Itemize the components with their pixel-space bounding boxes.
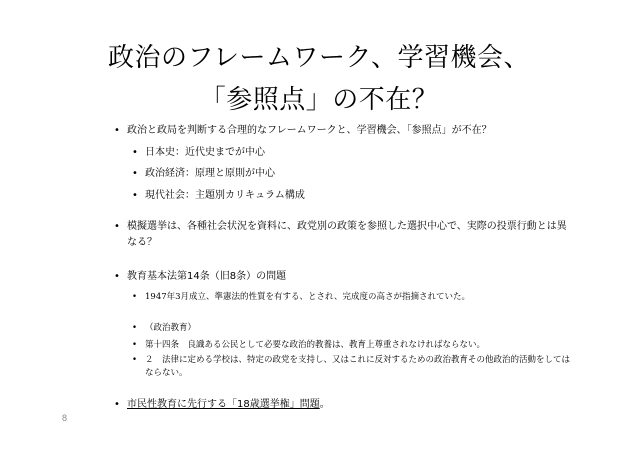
bullet-marker: • <box>132 190 138 201</box>
bullet-marker: • <box>114 271 120 282</box>
bullet-2-text-line2: なる？ <box>127 237 157 248</box>
bullet-1-sub-3: 現代社会：主題別カリキュラム構成 <box>145 190 305 201</box>
bullet-2-text-line1: 模擬選挙は、各種社会状況を資料に、政党別の政策を参照した選択中心で、実際の投票行動とは異 <box>127 221 567 232</box>
bullet-3-text: 教育基本法第14条（旧8条）の問題 <box>127 271 287 282</box>
bullet-marker: • <box>132 340 138 350</box>
bullet-marker: • <box>132 292 138 302</box>
bullet-marker: • <box>132 323 138 333</box>
bullet-1-sub-2: 政治経済：原理と原則が中心 <box>145 168 275 179</box>
bullet-marker: • <box>132 147 138 158</box>
bullet-4-underlined: 市民性教育に先行する「18歳選挙権」問題 <box>127 399 320 410</box>
bullet-3-sub-1: 1947年3月成立、準憲法的性質を有する、とされ、完成度の高さが指摘されていた。 <box>145 292 471 302</box>
bullet-1-text: 政治と政局を判断する合理的なフレームワークと、学習機会、「参照点」が不在？ <box>127 125 492 136</box>
bullet-1-sub-1: 日本史：近代史までが中心 <box>145 147 265 158</box>
bullet-marker: • <box>114 399 120 410</box>
bullet-3-sub-2: （政治教育） <box>145 323 197 333</box>
bullet-marker: • <box>132 355 138 365</box>
bullet-3-sub-3: 第十四条 良識ある公民として必要な政治的教養は、教育上尊重されなければならない。 <box>145 340 486 350</box>
slide-title-line2: 「参照点」の不在？ <box>199 85 439 115</box>
bullet-marker: • <box>114 125 120 136</box>
bullet-3-sub-4-line2: ならない。 <box>145 368 188 378</box>
bullet-3-sub-4-line1: ２ 法律に定める学校は、特定の政党を支持し、又はこれに反対するための政治教育その他政治的活動をしては <box>145 355 571 365</box>
bullet-4-text <box>127 398 330 412</box>
slide-title-line1: 政治のフレームワーク、学習機会、 <box>108 43 530 73</box>
bullet-4-period: 。 <box>319 399 330 410</box>
page-number: 8 <box>62 413 68 423</box>
bullet-marker: • <box>114 221 120 232</box>
bullet-marker: • <box>132 168 138 179</box>
